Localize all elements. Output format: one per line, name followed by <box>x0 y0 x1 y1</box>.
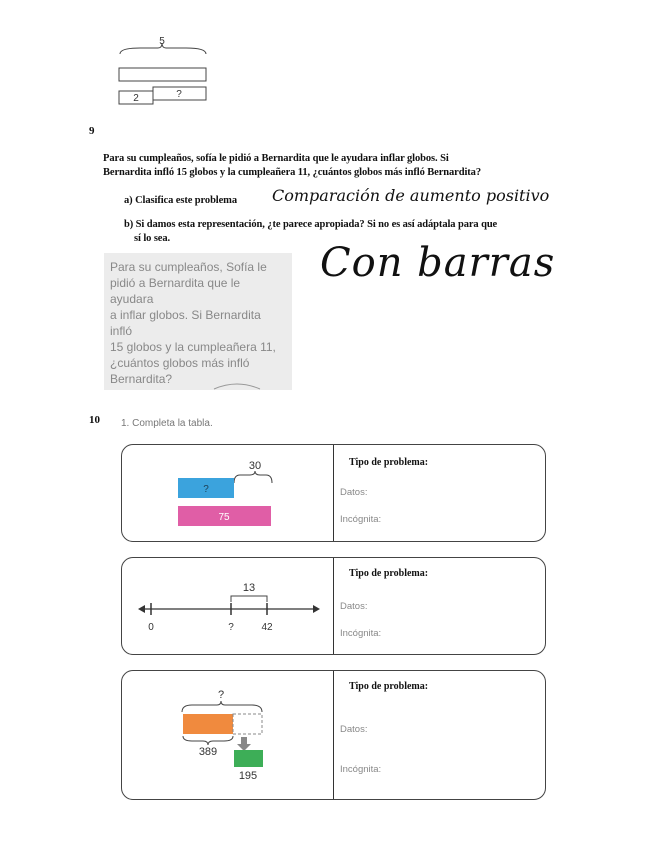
q9-problem-image <box>104 253 292 390</box>
row3-orange-bar <box>183 714 233 734</box>
q9-text-line-2: Bernardita infló 15 globos y la cumpleañera 11, ¿cuántos globos más infló Bernardita? <box>103 167 481 178</box>
q9-image-line-4: 15 globos y la cumpleañera 11, <box>110 340 276 354</box>
question-9-number: 9 <box>89 125 95 137</box>
row3-top-brace <box>182 701 262 712</box>
row2-arrow-left <box>138 605 145 613</box>
row2-arrow-right <box>313 605 320 613</box>
question-10-number: 10 <box>89 414 100 426</box>
q10-row-1-figure <box>122 445 332 541</box>
row1-pink-label: 75 <box>218 512 230 523</box>
row2-gap-bracket <box>231 596 267 602</box>
row3-green-bar <box>234 750 263 767</box>
row2-title: Tipo de problema: <box>349 568 429 579</box>
q10-row-1 <box>121 444 546 542</box>
q10-row-3-figure <box>122 671 332 799</box>
top-bar-diagram <box>110 30 220 110</box>
row3-green-label: 195 <box>238 770 258 782</box>
row3-orange-label: 389 <box>198 746 218 758</box>
q9-part-b-handwritten-answer: Con barras <box>320 240 556 286</box>
row3-bottom-brace <box>183 736 233 745</box>
q9-image-line-5: ¿cuántos globos más infló <box>110 356 250 370</box>
row2-zero-label: 0 <box>148 622 154 633</box>
row1-top-label: 30 <box>248 460 262 472</box>
q9-part-a-label: a) Clasifica este problema <box>124 195 237 206</box>
q10-row-2-figure <box>122 558 332 654</box>
q10-row-3-divider <box>333 671 334 799</box>
top-diagram-known-label: 2 <box>133 93 139 104</box>
q10-row-3 <box>121 670 546 800</box>
q9-image-line-3: a inflar globos. Si Bernardita infló <box>110 308 261 338</box>
top-diagram-unknown-label: ? <box>176 89 182 100</box>
q9-image-cropped-arc <box>212 379 262 390</box>
row3-dashed-box <box>233 714 262 734</box>
q10-row-2-divider <box>333 558 334 654</box>
row2-unknown-label: ? <box>228 622 234 633</box>
row2-end-label: 42 <box>261 622 273 633</box>
row1-brace <box>234 471 272 483</box>
row2-datos: Datos: <box>340 601 368 612</box>
q9-part-b-line-1: b) Si damos esta representación, ¿te parece apropiada? Si no es así adáptala para que <box>124 219 498 230</box>
top-diagram-total-label: 5 <box>159 36 165 47</box>
row2-gap-label: 13 <box>242 582 256 594</box>
row2-incognita: Incógnita: <box>340 628 382 639</box>
q9-part-b-line-2: sí lo sea. <box>134 233 171 244</box>
row1-datos: Datos: <box>340 487 368 498</box>
row1-blue-label: ? <box>203 484 209 495</box>
q10-instruction: 1. Completa la tabla. <box>121 418 213 429</box>
row1-incognita: Incógnita: <box>340 514 382 525</box>
row3-incognita: Incógnita: <box>340 764 382 775</box>
q9-text-line-1: Para su cumpleaños, sofía le pidió a Bernardita que le ayudara inflar globos. Si <box>103 153 449 164</box>
q9-image-line-2: pidió a Bernardita que le ayudara <box>110 276 241 306</box>
row3-total-label: ? <box>217 689 225 701</box>
row3-datos: Datos: <box>340 724 368 735</box>
top-diagram-whole-bar <box>119 68 206 81</box>
row3-title: Tipo de problema: <box>349 681 429 692</box>
q10-row-1-divider <box>333 445 334 541</box>
row3-down-arrow <box>237 737 251 751</box>
question-9-text <box>103 152 593 180</box>
q10-row-2 <box>121 557 546 655</box>
q9-image-line-6: Bernardita? <box>110 372 173 386</box>
q9-image-line-1: Para su cumpleaños, Sofía le <box>110 260 267 274</box>
q9-part-a-handwritten-answer: Comparación de aumento positivo <box>272 186 550 205</box>
row1-title: Tipo de problema: <box>349 457 429 468</box>
